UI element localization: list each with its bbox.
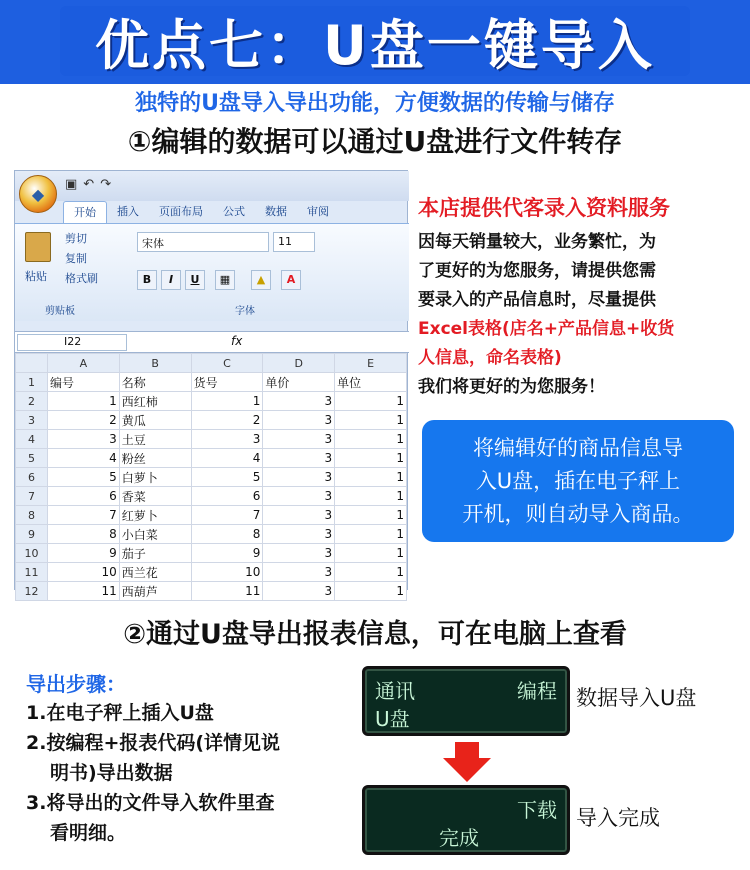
table-cell: 1 [335, 582, 407, 601]
table-cell: 2 [47, 411, 119, 430]
underline-icon: U [185, 270, 205, 290]
step-2-cont: 明书)导出数据 [50, 762, 173, 784]
table-cell: 3 [263, 468, 335, 487]
font-group-label: 字体 [235, 306, 255, 317]
table-cell: 1 [335, 506, 407, 525]
table-cell: 3 [263, 544, 335, 563]
table-cell: 西葫芦 [119, 582, 191, 601]
header-cell: 单价 [263, 373, 335, 392]
table-cell: 7 [47, 506, 119, 525]
table-cell: 3 [263, 563, 335, 582]
table-cell: 9 [191, 544, 263, 563]
italic-icon: I [161, 270, 181, 290]
lcd-display-2 [362, 785, 570, 855]
spreadsheet-grid [15, 353, 407, 601]
undo-icon: ↶ [83, 177, 95, 192]
table-cell: 3 [263, 411, 335, 430]
box-line: 开机，则自动导入商品。 [462, 502, 694, 526]
tab-page-layout: 页面布局 [159, 205, 203, 218]
tab-formulas: 公式 [223, 205, 245, 218]
lcd-text: 通讯 [375, 679, 415, 703]
promo-line: 要录入的产品信息时，尽量提供 [418, 290, 656, 310]
data-rows [16, 392, 407, 601]
table-cell: 5 [47, 468, 119, 487]
table-cell: 西兰花 [119, 563, 191, 582]
promo-line: 因每天销量较大，业务繁忙，为 [418, 232, 656, 252]
table-cell: 1 [335, 392, 407, 411]
table-row [16, 544, 407, 563]
banner-title-box [60, 6, 690, 76]
promo-line-red: 人信息，命名表格) [418, 348, 562, 368]
col-header: A [47, 354, 119, 373]
table-cell: 6 [47, 487, 119, 506]
row-number: 6 [16, 468, 48, 487]
table-cell: 3 [263, 449, 335, 468]
table-cell: 3 [263, 430, 335, 449]
table-cell: 3 [263, 392, 335, 411]
qat-icons [65, 177, 111, 192]
step-3-cont: 看明细。 [50, 822, 127, 844]
promo-body [418, 228, 744, 402]
table-row [16, 506, 407, 525]
table-cell: 10 [47, 563, 119, 582]
bold-icon: B [137, 270, 157, 290]
step-2: 2.按编程+报表代码(详情见说 [26, 732, 281, 754]
clipboard-group-label: 剪贴板 [45, 306, 75, 317]
lcd-text: 编程 [517, 679, 557, 703]
col-header: D [263, 354, 335, 373]
table-cell: 1 [335, 411, 407, 430]
redo-icon: ↷ [100, 177, 112, 192]
table-cell: 6 [191, 487, 263, 506]
row-number: 12 [16, 582, 48, 601]
excel-screenshot [14, 170, 408, 599]
col-header: C [191, 354, 263, 373]
table-row [16, 487, 407, 506]
steps-title: 导出步骤： [26, 672, 126, 696]
paste-label: 粘贴 [25, 270, 47, 283]
office-button-icon: ◆ [19, 175, 57, 213]
table-cell: 2 [191, 411, 263, 430]
lcd-text: U盘 [375, 707, 410, 731]
table-cell: 1 [335, 487, 407, 506]
box-line: 入U盘，插在电子秤上 [475, 469, 681, 493]
step-3: 3.将导出的文件导入软件里查 [26, 792, 275, 814]
tab-review: 审阅 [307, 205, 329, 218]
banner-title: 优点七：U盘一键导入 [95, 13, 655, 77]
table-cell: 黄瓜 [119, 411, 191, 430]
row-number: 2 [16, 392, 48, 411]
table-cell: 11 [191, 582, 263, 601]
table-cell: 4 [47, 449, 119, 468]
row-number: 5 [16, 449, 48, 468]
table-cell: 3 [47, 430, 119, 449]
table-cell: 1 [335, 544, 407, 563]
col-header: E [335, 354, 407, 373]
table-cell: 小白菜 [119, 525, 191, 544]
table-cell: 1 [335, 525, 407, 544]
font-size-box: 11 [273, 232, 315, 252]
formula-bar [15, 331, 409, 353]
row-number: 8 [16, 506, 48, 525]
border-icon: ▦ [215, 270, 235, 290]
header-cell: 单位 [335, 373, 407, 392]
table-cell: 1 [335, 563, 407, 582]
font-name-box: 宋体 [137, 232, 269, 252]
quick-access-toolbar [15, 171, 409, 201]
import-info-box [422, 420, 734, 542]
subtitle: 独特的U盘导入导出功能，方便数据的传输与储存 [135, 91, 615, 116]
table-cell: 1 [335, 449, 407, 468]
table-cell: 红萝卜 [119, 506, 191, 525]
lcd-display-1 [362, 666, 570, 736]
table-cell: 3 [263, 506, 335, 525]
table-row [16, 411, 407, 430]
lcd-text: 完成 [439, 826, 479, 850]
promo-line-red: Excel表格(店名+产品信息+收货 [418, 319, 675, 339]
table-cell: 8 [47, 525, 119, 544]
table-cell: 西红柿 [119, 392, 191, 411]
lcd2-side-label: 导入完成 [576, 806, 660, 830]
ribbon [15, 223, 409, 321]
fill-color-icon: ▲ [251, 270, 271, 290]
table-cell: 7 [191, 506, 263, 525]
header-cell: 编号 [47, 373, 119, 392]
table-cell: 土豆 [119, 430, 191, 449]
table-cell: 香菜 [119, 487, 191, 506]
row-number: 9 [16, 525, 48, 544]
table-cell: 11 [47, 582, 119, 601]
table-cell: 茄子 [119, 544, 191, 563]
table-row [16, 563, 407, 582]
section1-heading: ①编辑的数据可以通过U盘进行文件转存 [127, 125, 623, 158]
table-cell: 5 [191, 468, 263, 487]
fx-icon: fx [231, 334, 243, 348]
table-cell: 10 [191, 563, 263, 582]
table-cell: 粉丝 [119, 449, 191, 468]
tab-insert: 插入 [117, 205, 139, 218]
table-cell: 1 [335, 468, 407, 487]
table-row [16, 430, 407, 449]
save-icon: ▣ [65, 177, 78, 192]
table-cell: 4 [191, 449, 263, 468]
tab-home: 开始 [63, 201, 107, 223]
table-row [16, 582, 407, 601]
table-cell: 1 [335, 430, 407, 449]
box-line: 将编辑好的商品信息导 [473, 436, 683, 460]
row-number: 7 [16, 487, 48, 506]
copy-label: 复制 [65, 252, 87, 265]
header-cell: 货号 [191, 373, 263, 392]
format-painter-label: 格式刷 [65, 272, 98, 285]
paste-icon [25, 232, 51, 262]
table-cell: 3 [191, 430, 263, 449]
row-number: 4 [16, 430, 48, 449]
table-cell: 9 [47, 544, 119, 563]
table-row [16, 449, 407, 468]
tab-data: 数据 [265, 205, 287, 218]
table-cell: 3 [263, 582, 335, 601]
table-cell: 8 [191, 525, 263, 544]
font-color-icon: A [281, 270, 301, 290]
row-number: 10 [16, 544, 48, 563]
table-cell: 3 [263, 487, 335, 506]
section2-heading: ②通过U盘导出报表信息，可在电脑上查看 [123, 619, 627, 650]
promo-title: 本店提供代客录入资料服务 [418, 196, 670, 220]
col-header: B [119, 354, 191, 373]
row-number: 1 [16, 373, 48, 392]
table-row [16, 392, 407, 411]
promo-line: 我们将更好的为您服务！ [418, 377, 605, 397]
promo-line: 了更好的为您服务，请提供您需 [418, 261, 656, 281]
table-row [16, 525, 407, 544]
header-cell: 名称 [119, 373, 191, 392]
name-box: I22 [17, 334, 127, 351]
table-row [16, 468, 407, 487]
row-number: 3 [16, 411, 48, 430]
corner-cell [16, 354, 48, 373]
table-cell: 3 [263, 525, 335, 544]
table-cell: 白萝卜 [119, 468, 191, 487]
ribbon-tabs [15, 201, 409, 223]
lcd1-side-label: 数据导入U盘 [576, 686, 697, 710]
row-number: 11 [16, 563, 48, 582]
arrow-down-icon [443, 742, 491, 782]
step-1: 1.在电子秤上插入U盘 [26, 702, 214, 724]
banner [0, 0, 750, 84]
table-cell: 1 [191, 392, 263, 411]
lcd-text: 下载 [517, 798, 557, 822]
cut-label: 剪切 [65, 232, 87, 245]
table-cell: 1 [47, 392, 119, 411]
